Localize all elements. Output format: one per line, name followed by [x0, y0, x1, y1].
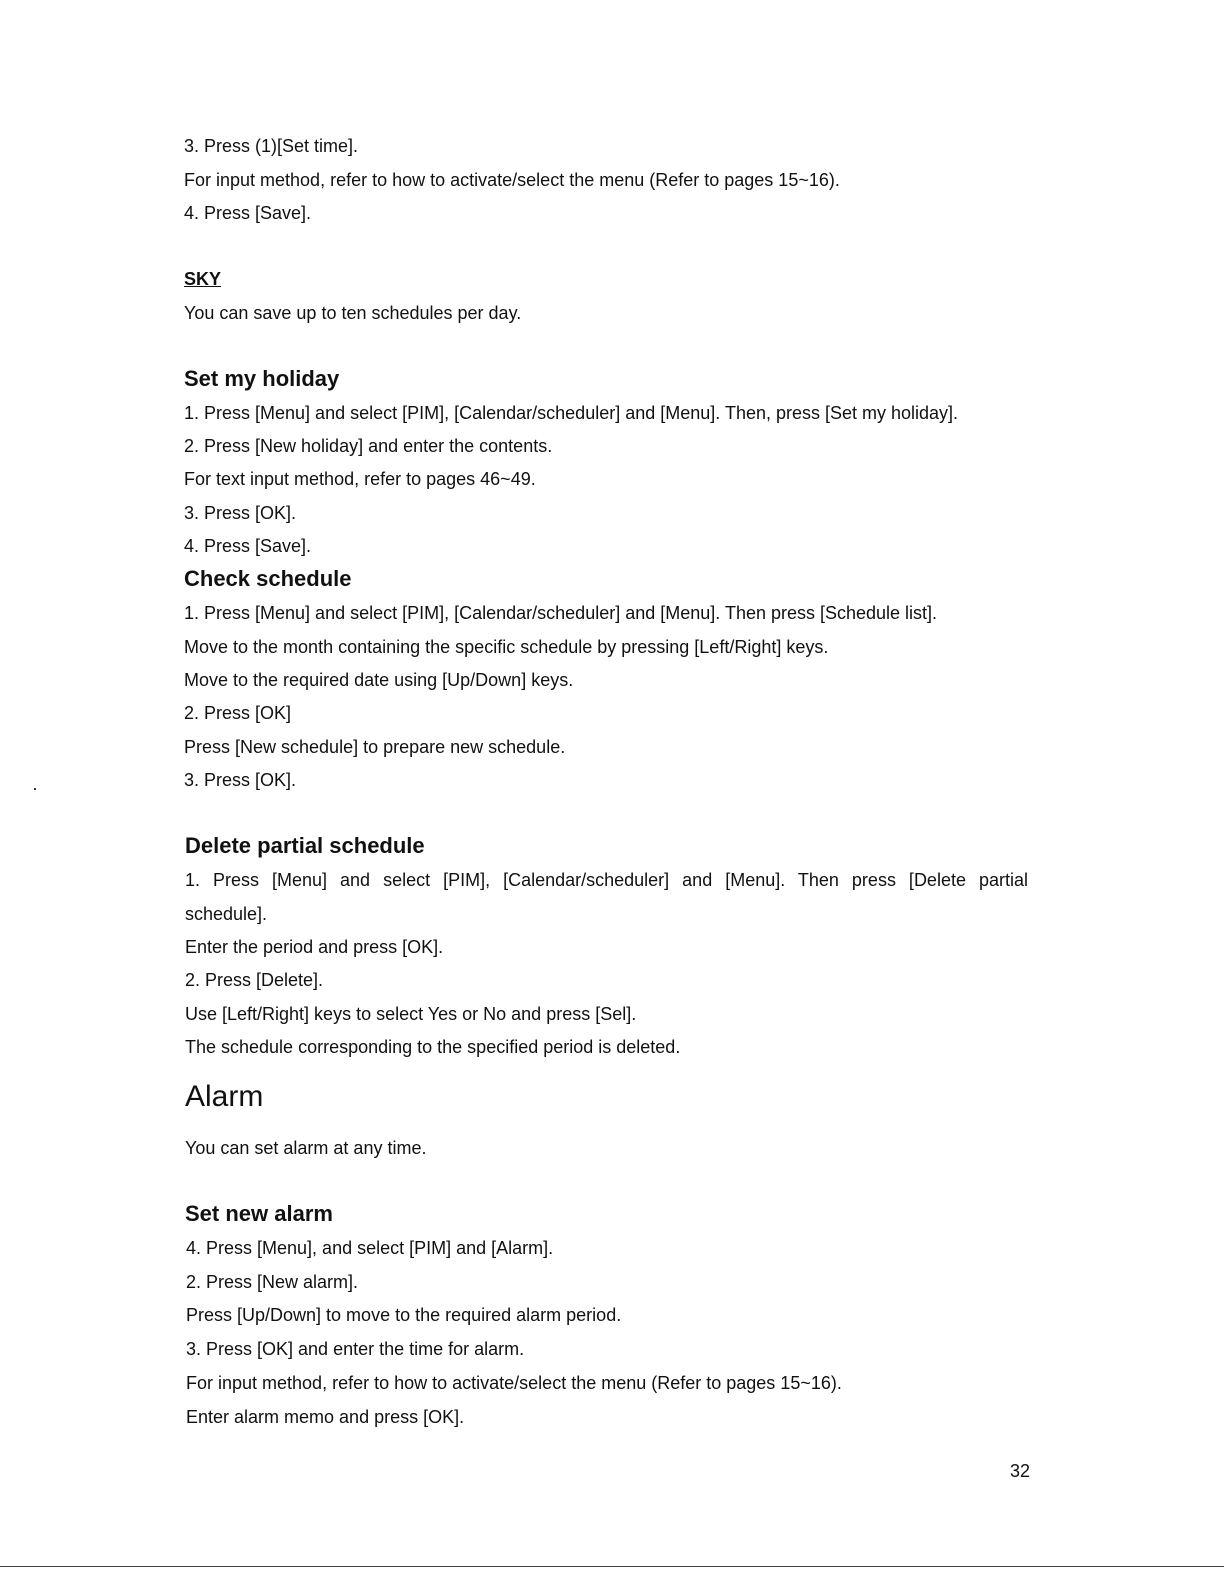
delete-partial-step-1-continued: schedule].	[185, 904, 268, 924]
delete-partial-step-1: 1. Press [Menu] and select [PIM], [Calendar/scheduler] and [Menu]. Then press [Delete partial	[185, 870, 1028, 890]
set-time-step-4: 4. Press [Save].	[184, 203, 312, 223]
set-new-alarm-line-5: For input method, refer to how to activate/select the menu (Refer to pages 15~16).	[186, 1373, 842, 1393]
check-schedule-line-6: 3. Press [OK].	[184, 770, 297, 790]
set-my-holiday-line-5: 4. Press [Save].	[184, 536, 312, 556]
sky-note-label: SKY	[184, 269, 222, 289]
set-my-holiday-heading: Set my holiday	[184, 366, 340, 391]
check-schedule-line-3: Move to the required date using [Up/Down] keys.	[184, 670, 574, 690]
set-new-alarm-line-2: 2. Press [New alarm].	[186, 1272, 359, 1292]
check-schedule-line-2: Move to the month containing the specific schedule by pressing [Left/Right] keys.	[184, 637, 829, 657]
check-schedule-heading: Check schedule	[184, 566, 352, 591]
check-schedule-line-1: 1. Press [Menu] and select [PIM], [Calendar/scheduler] and [Menu]. Then press [Schedule list].	[184, 603, 938, 623]
set-my-holiday-line-2: 2. Press [New holiday] and enter the contents.	[184, 436, 553, 456]
set-my-holiday-line-3: For text input method, refer to pages 46~49.	[184, 469, 536, 489]
delete-partial-line-4: Use [Left/Right] keys to select Yes or No and press [Sel].	[185, 1004, 637, 1024]
delete-partial-line-5: The schedule corresponding to the specified period is deleted.	[185, 1037, 681, 1057]
set-new-alarm-heading: Set new alarm	[185, 1201, 333, 1226]
set-time-step-3: 3. Press (1)[Set time].	[184, 136, 359, 156]
set-new-alarm-line-6: Enter alarm memo and press [OK].	[186, 1407, 465, 1427]
set-my-holiday-line-4: 3. Press [OK].	[184, 503, 297, 523]
delete-partial-line-2: Enter the period and press [OK].	[185, 937, 444, 957]
stray-dot	[34, 788, 36, 790]
delete-partial-line-3: 2. Press [Delete].	[185, 970, 324, 990]
set-my-holiday-line-1: 1. Press [Menu] and select [PIM], [Calendar/scheduler] and [Menu]. Then, press [Set my holiday].	[184, 403, 959, 423]
alarm-intro: You can set alarm at any time.	[185, 1138, 427, 1158]
set-time-input-note: For input method, refer to how to activate/select the menu (Refer to pages 15~16).	[184, 170, 840, 190]
sky-note-text: You can save up to ten schedules per day.	[184, 303, 522, 323]
set-new-alarm-line-1: 4. Press [Menu], and select [PIM] and [Alarm].	[186, 1238, 554, 1258]
alarm-title: Alarm	[185, 1080, 264, 1113]
page-number: 32	[1010, 1461, 1031, 1481]
check-schedule-line-5: Press [New schedule] to prepare new schedule.	[184, 737, 566, 757]
set-new-alarm-line-3: Press [Up/Down] to move to the required alarm period.	[186, 1305, 622, 1325]
set-new-alarm-line-4: 3. Press [OK] and enter the time for alarm.	[186, 1339, 525, 1359]
delete-partial-schedule-heading: Delete partial schedule	[185, 833, 425, 858]
check-schedule-line-4: 2. Press [OK]	[184, 703, 292, 723]
bottom-rule	[0, 1566, 1224, 1567]
